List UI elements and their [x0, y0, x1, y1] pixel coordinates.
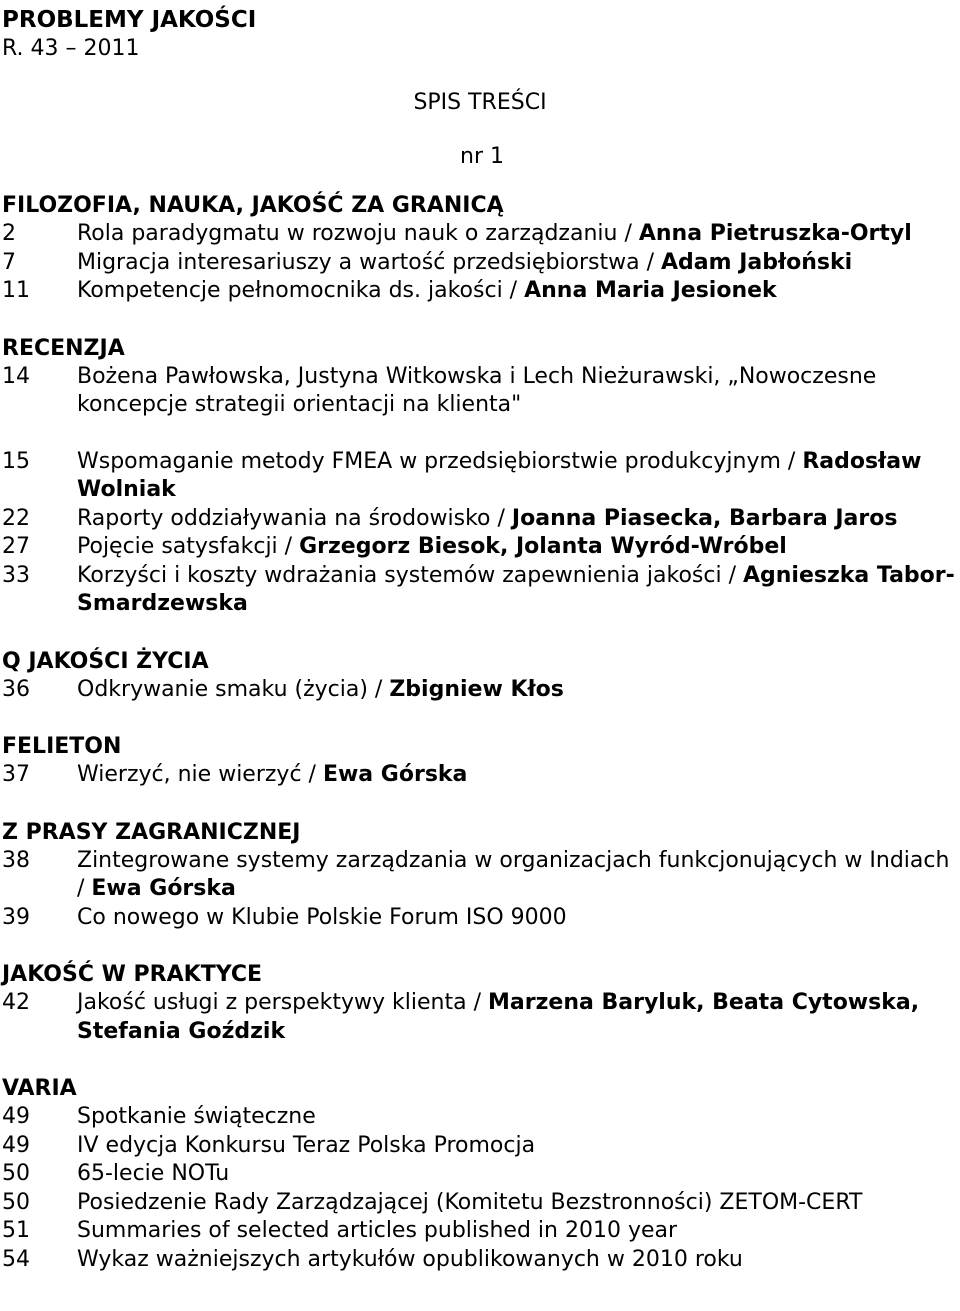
- document-page: [2, 5, 958, 1274]
- toc-entry: [2, 847, 958, 904]
- entry-page-number: 15: [2, 448, 30, 474]
- toc-heading: SPIS TREŚCI: [413, 90, 547, 115]
- entry-title: Kompetencje pełnomocnika ds. jakości /: [77, 278, 525, 303]
- section-title: Z PRASY ZAGRANICZNEJ: [2, 819, 301, 845]
- entry-title: Wierzyć, nie wierzyć /: [77, 762, 323, 787]
- journal-title: PROBLEMY JAKOŚCI: [2, 7, 257, 33]
- toc-entry: [2, 989, 958, 1046]
- entry-title: Spotkanie świąteczne: [77, 1104, 316, 1129]
- entry-page-number: 50: [2, 1189, 30, 1215]
- toc-entry: [2, 761, 958, 790]
- entry-title: IV edycja Konkursu Teraz Polska Promocja: [77, 1132, 536, 1158]
- entry-page-number: 36: [2, 676, 30, 702]
- section-title: Q JAKOŚCI ŻYCIA: [2, 648, 209, 674]
- entry-title: Wspomaganie metody FMEA w przedsiębiorstwie produkcyjnym /: [77, 448, 803, 474]
- entry-title: Korzyści i koszty wdrażania systemów zapewnienia jakości /: [77, 562, 743, 588]
- entry-title: Zintegrowane systemy zarządzania w organizacjach funkcjonujących w Indiach /: [77, 847, 950, 901]
- entry-page-number: 37: [2, 762, 30, 787]
- entry-title: Wykaz ważniejszych artykułów opublikowanych w 2010 roku: [77, 1246, 743, 1272]
- entry-author: Ewa Górska: [322, 762, 468, 787]
- toc-entry: [2, 1103, 958, 1132]
- entry-title: Raporty oddziaływania na środowisko /: [77, 505, 512, 531]
- section-jakosc-w-praktyce: [2, 960, 958, 1046]
- entry-title: Posiedzenie Rady Zarządzającej (Komitetu Bezstronności) ZETOM-CERT: [77, 1189, 863, 1215]
- entry-title: Migracja interesariuszy a wartość przedsiębiorstwa /: [77, 249, 661, 275]
- entry-author: Anna Pietruszka-Ortyl: [638, 221, 912, 246]
- section-q-jakosci-zycia: [2, 647, 958, 705]
- toc-entry: [2, 562, 958, 619]
- section-z-prasy-zagranicznej: [2, 818, 958, 933]
- entry-page-number: 51: [2, 1218, 30, 1243]
- section-varia: [2, 1074, 958, 1274]
- toc-entry: [2, 904, 958, 933]
- entry-page-number: 49: [2, 1104, 30, 1129]
- entry-page-number: 38: [2, 847, 30, 873]
- toc-entry: [2, 505, 958, 534]
- entry-author: Radosław Wolniak: [77, 448, 922, 502]
- entry-title: 65-lecie NOTu: [77, 1161, 230, 1186]
- entry-title: Bożena Pawłowska, Justyna Witkowska i Lech Nieżurawski, „Nowoczesne koncepcje strategii orientacji na klienta": [77, 363, 877, 417]
- toc-entry: [2, 277, 958, 306]
- entry-page-number: 14: [2, 363, 30, 389]
- entry-page-number: 27: [2, 534, 30, 559]
- entry-page-number: 2: [2, 221, 16, 246]
- entry-page-number: 50: [2, 1161, 30, 1186]
- toc-entry: [2, 676, 958, 705]
- entry-page-number: 49: [2, 1132, 30, 1158]
- section-recenzja: [2, 334, 958, 619]
- entry-page-number: 39: [2, 904, 30, 930]
- entry-title: Odkrywanie smaku (życia) /: [77, 676, 390, 702]
- entry-page-number: 11: [2, 278, 30, 303]
- section-felieton: [2, 732, 958, 790]
- toc-entry: [2, 1217, 958, 1246]
- section-filozofia: [2, 191, 958, 306]
- section-title: FELIETON: [2, 734, 122, 759]
- entry-author: Zbigniew Kłos: [389, 676, 564, 702]
- entry-title: Jakość usługi z perspektywy klienta /: [77, 990, 488, 1015]
- entry-page-number: 33: [2, 562, 30, 588]
- toc-entry: [2, 1160, 958, 1189]
- toc-entry: [2, 1189, 958, 1218]
- issue-number: nr 1: [460, 144, 504, 169]
- entry-title: Rola paradygmatu w rozwoju nauk o zarządzaniu /: [77, 221, 639, 246]
- entry-page-number: 42: [2, 990, 30, 1015]
- entry-title: Summaries of selected articles published in 2010 year: [77, 1218, 678, 1243]
- toc-entry: [2, 363, 958, 420]
- section-title: VARIA: [2, 1076, 77, 1101]
- entry-author: Adam Jabłoński: [661, 249, 853, 275]
- section-title: FILOZOFIA, NAUKA, JAKOŚĆ ZA GRANICĄ: [2, 193, 504, 218]
- entry-author: Agnieszka Tabor-Smardzewska: [77, 562, 955, 616]
- entry-page-number: 54: [2, 1246, 30, 1272]
- toc-entry: [2, 533, 958, 562]
- toc-entry: [2, 220, 958, 249]
- journal-issue: R. 43 – 2011: [2, 36, 140, 61]
- toc-entry: [2, 1246, 958, 1275]
- toc-entry: [2, 1132, 958, 1161]
- entry-author: Ewa Górska: [91, 876, 236, 901]
- entry-author: Marzena Baryluk, Beata Cytowska, Stefania Goździk: [77, 990, 920, 1044]
- entry-page-number: 7: [2, 249, 16, 275]
- section-title: JAKOŚĆ W PRAKTYCE: [2, 962, 263, 987]
- toc-entry: [2, 448, 958, 505]
- entry-title: Co nowego w Klubie Polskie Forum ISO 9000: [77, 904, 567, 930]
- entry-title: Pojęcie satysfakcji /: [77, 534, 300, 559]
- entry-author: Joanna Piasecka, Barbara Jaros: [511, 505, 898, 531]
- toc-entry: [2, 249, 958, 278]
- entry-author: Grzegorz Biesok, Jolanta Wyród-Wróbel: [299, 534, 787, 559]
- section-title: RECENZJA: [2, 335, 125, 361]
- entry-page-number: 22: [2, 505, 30, 531]
- entry-author: Anna Maria Jesionek: [524, 278, 777, 303]
